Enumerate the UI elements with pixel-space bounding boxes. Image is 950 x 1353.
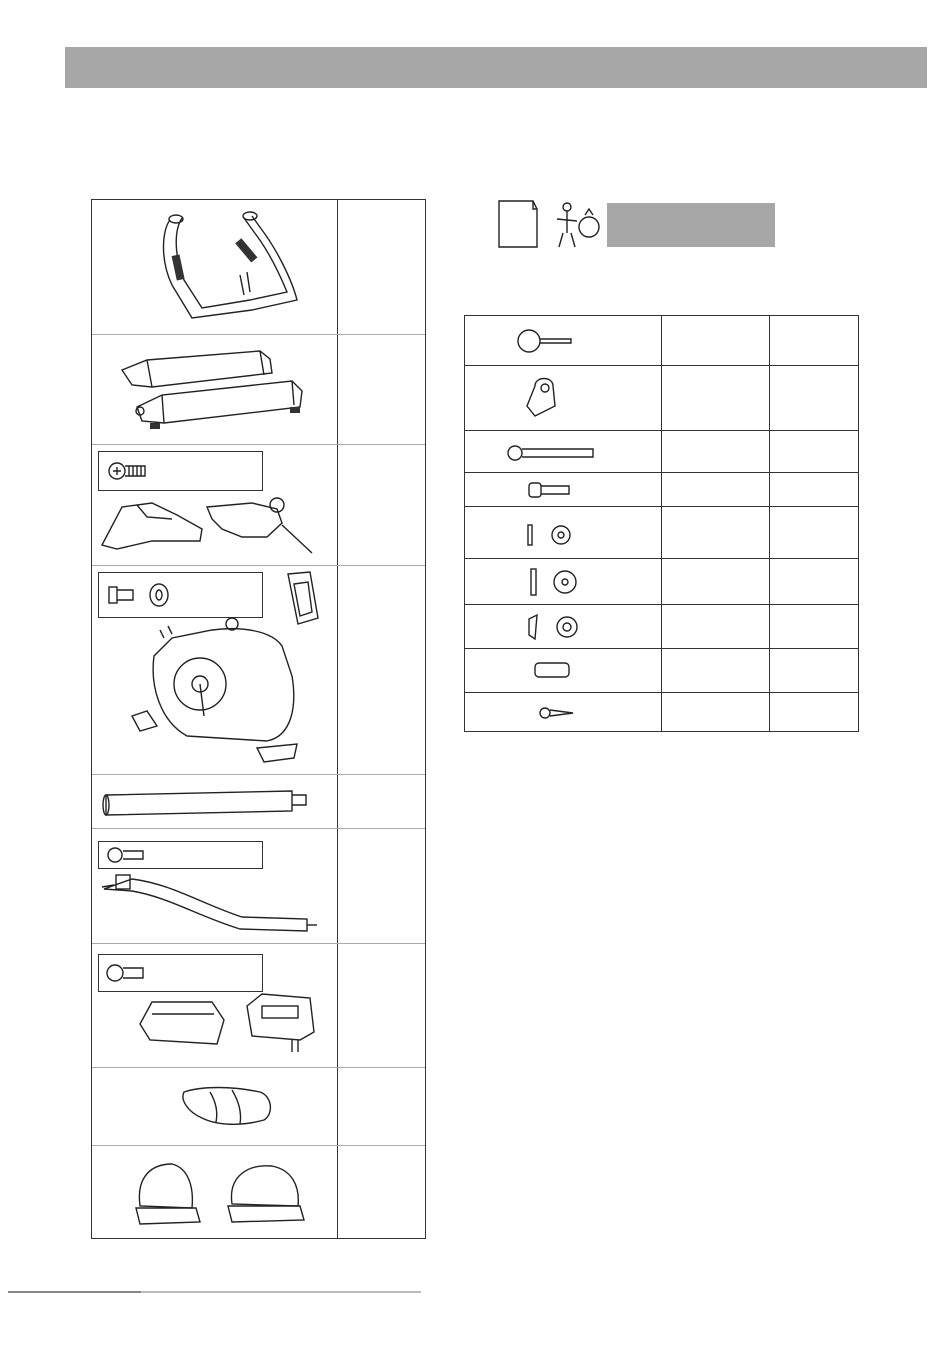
large-washer-icon — [465, 559, 661, 605]
hardware-row-knob — [465, 316, 858, 366]
parts-row-stabilizers — [92, 335, 425, 445]
clamp-icon — [465, 366, 661, 431]
hardware-row-clamp — [465, 366, 858, 431]
main-frame-illustration — [92, 566, 337, 775]
parts-row-bracket — [92, 445, 425, 566]
hardware-row-small-washer — [465, 507, 858, 559]
parts-row-handlebar — [92, 200, 425, 335]
stabilizers-illustration — [92, 335, 337, 445]
pedals-illustration — [92, 1146, 337, 1240]
handlebar-illustration — [92, 200, 337, 335]
seat-tube-illustration — [92, 775, 337, 829]
parts-row-console — [92, 944, 425, 1068]
parts-row-main-frame — [92, 566, 425, 775]
hardware-row-short-bolt — [465, 473, 858, 507]
hardware-table — [464, 315, 859, 732]
small-washer-icon — [465, 507, 661, 559]
hardware-row-sleeve — [465, 649, 858, 693]
parts-row-pedals — [92, 1146, 425, 1240]
screw-icon — [465, 693, 661, 733]
handlebar-post-illustration — [92, 829, 337, 944]
parts-row-seat — [92, 1068, 425, 1146]
hardware-header-icons — [497, 199, 607, 251]
hardware-row-screw — [465, 693, 858, 733]
long-bolt-icon — [465, 431, 661, 473]
hardware-header — [497, 199, 787, 251]
knob-icon — [465, 316, 661, 366]
mascot-icon — [563, 203, 571, 211]
seat-illustration — [92, 1068, 337, 1146]
hardware-row-long-bolt — [465, 431, 858, 473]
sleeve-icon — [465, 649, 661, 693]
hardware-label-box — [607, 203, 775, 247]
footer-line-accent — [8, 1291, 141, 1293]
parts-row-handlebar-post — [92, 829, 425, 944]
short-bolt-icon — [465, 473, 661, 507]
hardware-bag-icon — [579, 217, 599, 237]
spring-washer-icon — [465, 605, 661, 649]
parts-row-seat-tube — [92, 775, 425, 829]
parts-table — [91, 199, 426, 1239]
hardware-row-spring-washer — [465, 605, 858, 649]
hardware-row-large-washer — [465, 559, 858, 605]
footer-line — [8, 1291, 421, 1293]
console-illustration — [92, 944, 337, 1068]
header-bar — [65, 47, 927, 88]
bracket-illustration — [92, 445, 337, 566]
